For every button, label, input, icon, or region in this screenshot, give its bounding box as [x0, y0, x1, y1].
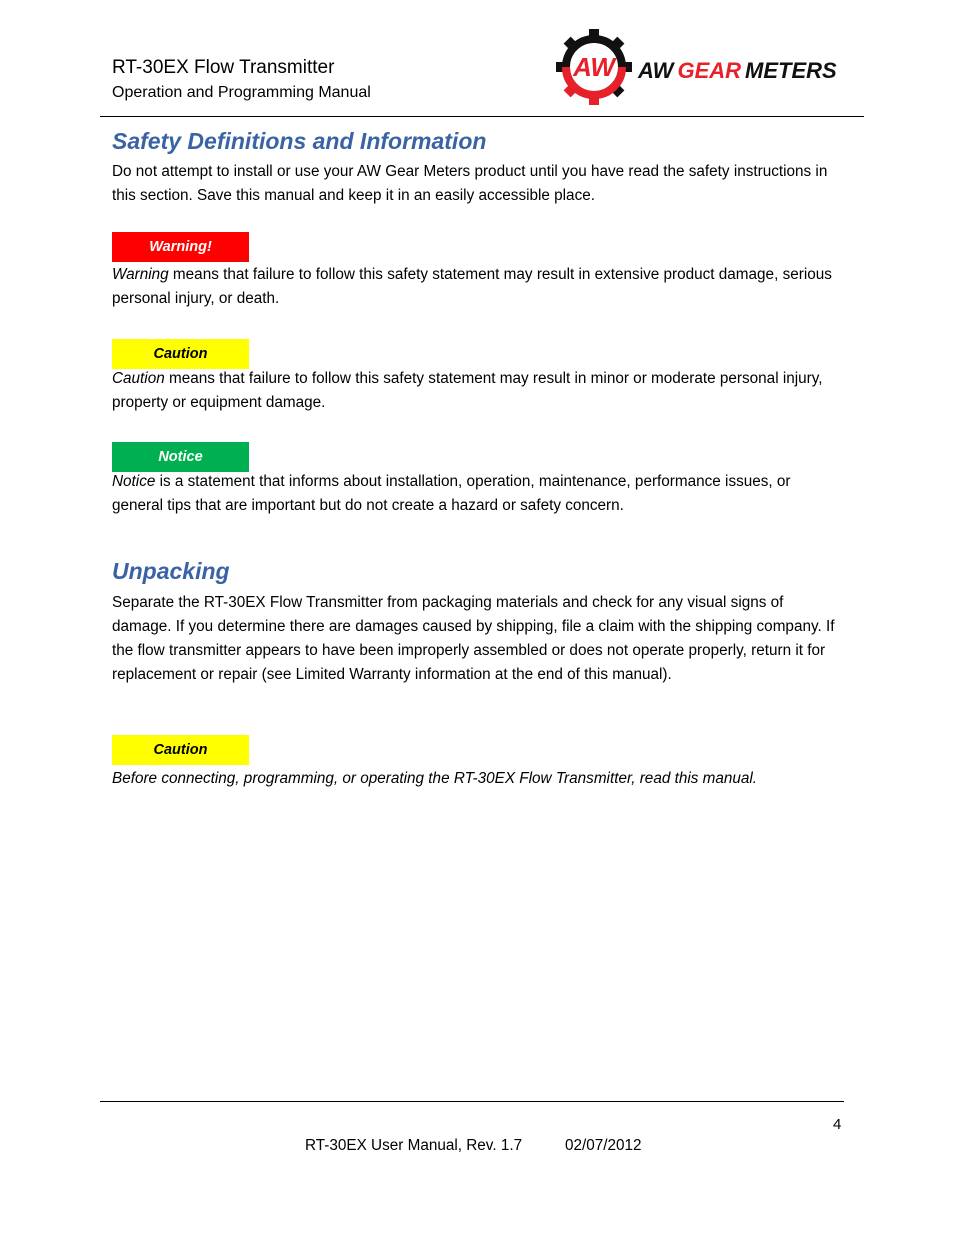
caution-definition	[112, 367, 842, 415]
notice-badge: Notice	[112, 442, 249, 472]
caution-read-manual-note: Before connecting, programming, or operating the RT-30EX Flow Transmitter, read this manual.	[112, 770, 758, 787]
footer-manual-revision: RT-30EX User Manual, Rev. 1.7	[305, 1137, 523, 1154]
document-subtitle: Operation and Programming Manual	[112, 84, 371, 101]
footer-divider	[100, 1101, 844, 1102]
notice-definition	[112, 470, 842, 518]
caution-badge: Caution	[112, 339, 249, 369]
aw-gear-meters-logo	[556, 28, 846, 106]
caution-badge-unpacking: Caution	[112, 735, 249, 765]
unpacking-paragraph: Separate the RT-30EX Flow Transmitter from packaging materials and check for any visual signs of damage. If you determine there are damages caused by shipping, file a claim with the shipping company. If the flow transmitter appears to have been improperly assembled or does not operate properly, return it for replacement or repair (see Limited Warranty information at the end of this manual).	[112, 594, 835, 683]
gear-icon	[556, 29, 632, 105]
warning-definition	[112, 263, 842, 311]
logo-mark: AW	[573, 52, 615, 82]
page-number: 4	[833, 1116, 842, 1133]
footer-date: 02/07/2012	[565, 1137, 642, 1154]
notice-term: Notice	[112, 473, 156, 490]
caution-term: Caution	[112, 370, 165, 387]
caution-definition-text: means that failure to follow this safety statement may result in minor or moderate personal injury, property or equipment damage.	[112, 370, 823, 411]
notice-definition-text: is a statement that informs about installation, operation, maintenance, performance issues, or general tips that are important but do not create a hazard or safety concern.	[112, 473, 791, 514]
warning-term: Warning	[112, 266, 169, 283]
logo-word-gear: GEAR	[677, 58, 742, 83]
svg-text:AWGEARMETERS	[637, 58, 837, 83]
warning-badge: Warning!	[112, 232, 249, 262]
safety-intro-paragraph: Do not attempt to install or use your AW Gear Meters product until you have read the safety instructions in this section. Save this manual and keep it in an easily accessible place.	[112, 163, 828, 204]
document-title: RT-30EX Flow Transmitter	[112, 57, 335, 78]
section-heading-safety: Safety Definitions and Information	[112, 128, 487, 154]
section-heading-unpacking: Unpacking	[112, 558, 230, 584]
logo-word-meters: METERS	[745, 58, 837, 83]
logo-word-aw: AW	[638, 58, 674, 83]
warning-definition-text: means that failure to follow this safety statement may result in extensive product damage, serious personal injury, or death.	[112, 266, 832, 307]
header-divider	[100, 116, 864, 117]
